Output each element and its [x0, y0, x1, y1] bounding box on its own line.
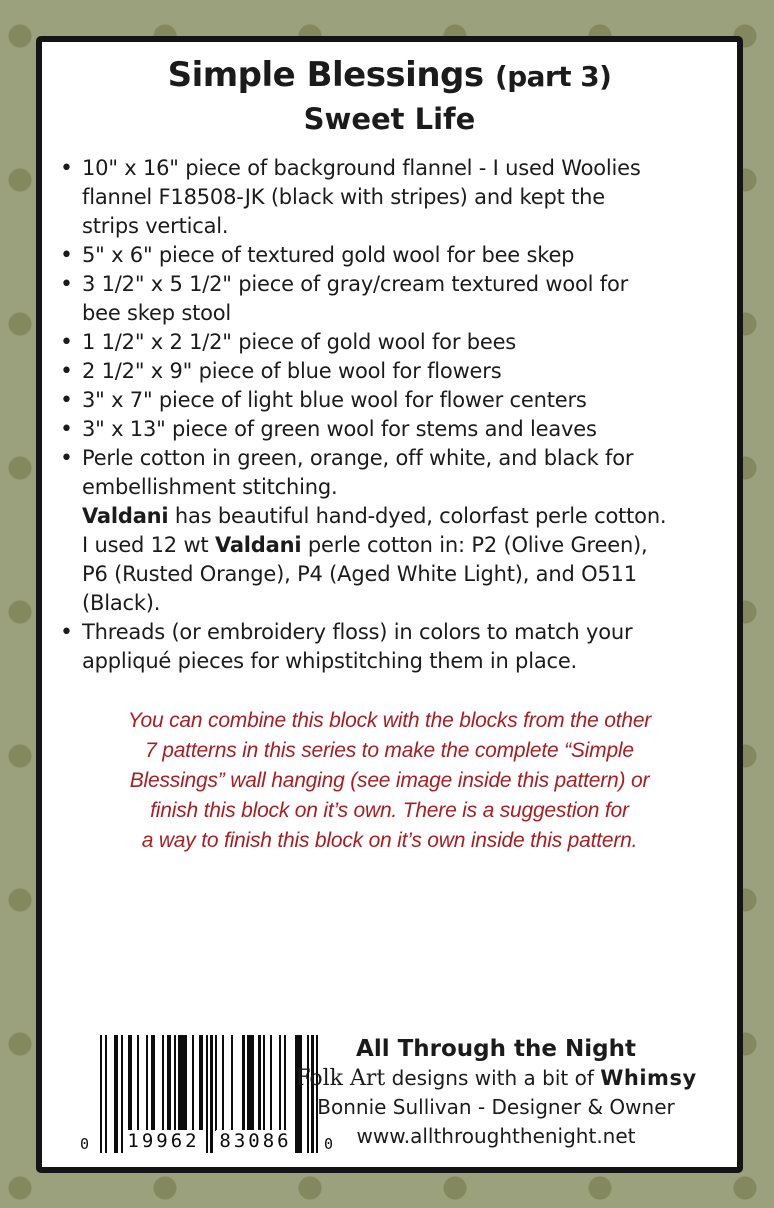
- barcode-check-digit: 0: [324, 1135, 334, 1153]
- list-item-line: I used 12 wt Valdani perle cotton in: P2 (Olive Green),: [82, 533, 648, 557]
- barcode-digits-group2: 83086: [216, 1130, 295, 1153]
- list-item-line: • 5" x 6" piece of textured gold wool for bee skep: [82, 243, 575, 267]
- brand-website: www.allthroughthenight.net: [356, 1124, 636, 1148]
- barcode-digits-group1: 19962: [124, 1130, 203, 1153]
- page-title: [42, 52, 737, 100]
- brand-tagline: Folk Art designs with a bit of Whimsy: [295, 1066, 697, 1091]
- list-item-line: • 3 1/2" x 5 1/2" piece of gray/cream textured wool for: [82, 272, 629, 296]
- list-item: [42, 328, 725, 357]
- list-item-line: appliqué pieces for whipstitching them in place.: [82, 649, 578, 673]
- list-item: [42, 241, 725, 270]
- list-item: [42, 444, 725, 618]
- list-item-line: • 10" x 16" piece of background flannel - I used Woolies: [82, 156, 641, 180]
- materials-list: [42, 154, 737, 676]
- list-item-line: bee skep stool: [82, 301, 232, 325]
- list-item-line: flannel F18508-JK (black with stripes) and kept the: [82, 185, 605, 209]
- list-item-line: (Black).: [82, 591, 161, 615]
- series-note-line: You can combine this block with the blocks from the other: [127, 709, 652, 732]
- list-item-line: • 3" x 13" piece of green wool for stems and leaves: [82, 417, 597, 441]
- barcode-number-system-digit: 0: [80, 1135, 90, 1153]
- list-item-line: • Threads (or embroidery floss) in colors to match your: [82, 620, 633, 644]
- page-subtitle: Sweet Life: [303, 102, 476, 136]
- series-note-line: a way to finish this block on it’s own inside this pattern.: [141, 829, 638, 852]
- series-note-line: Blessings” wall hanging (see image inside this pattern) or: [129, 769, 650, 792]
- list-item-line: • Perle cotton in green, orange, off white, and black for: [82, 446, 634, 470]
- brand-owner: Bonnie Sullivan - Designer & Owner: [317, 1095, 675, 1119]
- brand-block: [271, 1035, 721, 1151]
- list-item: [42, 357, 725, 386]
- list-item: [42, 154, 725, 241]
- list-item-line: embellishment stitching.: [82, 475, 338, 499]
- list-item: [42, 618, 725, 676]
- series-note-line: finish this block on it’s own. There is a suggestion for: [150, 799, 629, 822]
- page-title-main: Simple Blessings: [167, 55, 495, 95]
- list-item-line: Valdani has beautiful hand-dyed, colorfast perle cotton.: [82, 504, 667, 528]
- list-item: [42, 415, 725, 444]
- list-item: [42, 270, 725, 328]
- list-item-line: • 2 1/2" x 9" piece of blue wool for flowers: [82, 359, 502, 383]
- page-title-suffix: (part 3): [494, 60, 612, 93]
- list-item: [42, 386, 725, 415]
- list-item-line: P6 (Rusted Orange), P4 (Aged White Light), and O511: [82, 562, 637, 586]
- brand-name: All Through the Night: [356, 1036, 636, 1062]
- list-item-line: strips vertical.: [82, 214, 229, 238]
- series-note: [42, 706, 737, 856]
- pattern-card: [36, 36, 743, 1173]
- series-note-line: 7 patterns in this series to make the complete “Simple: [145, 739, 634, 762]
- list-item-line: • 3" x 7" piece of light blue wool for flower centers: [82, 388, 587, 412]
- list-item-line: • 1 1/2" x 2 1/2" piece of gold wool for bees: [82, 330, 517, 354]
